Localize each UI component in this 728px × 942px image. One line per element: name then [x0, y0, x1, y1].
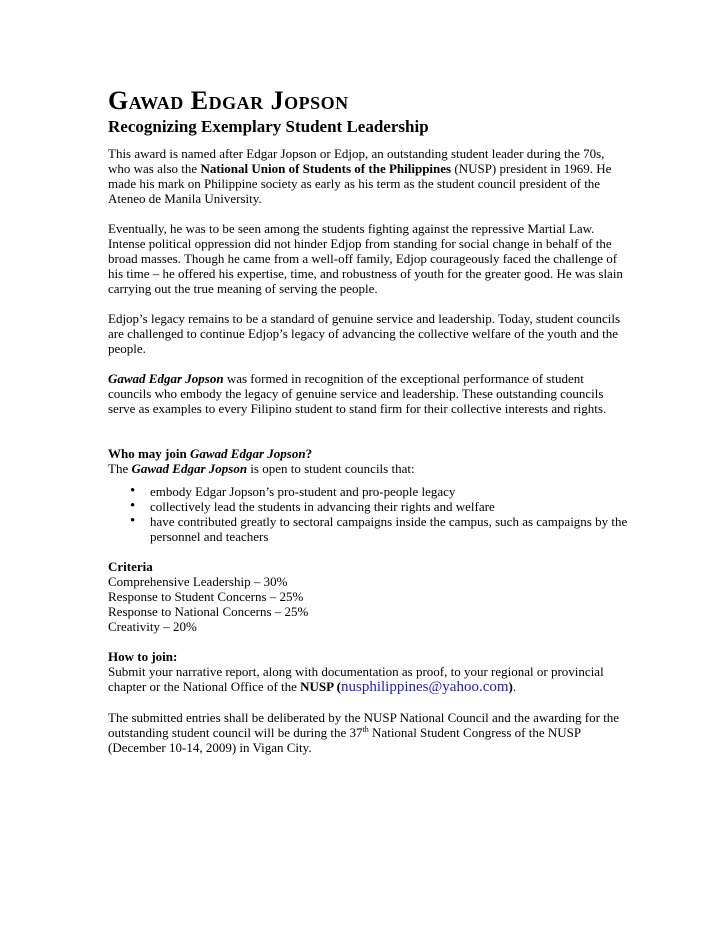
criteria-item: Response to National Concerns – 25% [108, 604, 309, 619]
criteria-item: Creativity – 20% [108, 619, 197, 634]
criteria-item: Comprehensive Leadership – 30% [108, 574, 288, 589]
criteria-item: Response to Student Concerns – 25% [108, 589, 304, 604]
criteria-section [108, 559, 628, 634]
legacy-paragraph: Edjop’s legacy remains to be a standard of genuine service and leadership. Today, student councils are challenged to continue Edjop’s legacy of advancing the collective welfare of the youth and the people. [108, 311, 621, 356]
who-may-join-heading: Who may join Gawad Edgar Jopson? [108, 446, 313, 461]
document-subtitle: Recognizing Exemplary Student Leadership [108, 117, 429, 136]
how-to-join-heading: How to join: [108, 649, 178, 664]
email-link[interactable]: nusphilippines@yahoo.com [340, 679, 509, 695]
who-may-join-section [108, 446, 628, 544]
intro-text-1: This award is named after Edgar Jopson or Edjop, an outstanding student leader during the 70s, who was also the [108, 146, 605, 176]
who-may-join-lead: The Gawad Edgar Jopson is open to student councils that: [108, 461, 415, 476]
list-item: • embody Edgar Jopson’s pro-student and pro-people legacy [150, 484, 628, 499]
how-to-join-section [108, 649, 628, 695]
document-title: Gawad Edgar Jopson [108, 86, 349, 115]
list-item: • have contributed greatly to sectoral campaigns inside the campus, such as campaigns by the personnel and teachers [150, 514, 628, 544]
deliberation-paragraph: The submitted entries shall be deliberated by the NUSP National Council and the awarding for the outstanding student council will be during the 37th National Student Congress of the NUSP (December 10-14, 2009) in Vigan City. [108, 710, 620, 755]
award-purpose-paragraph [108, 371, 628, 416]
criteria-heading: Criteria [108, 559, 153, 574]
award-purpose-text: was formed in recognition of the exceptional performance of student councils who embody the legacy of genuine service and leadership. These outstanding councils serve as examples to every Filipino student to stand firm for their collective interests and rights. [108, 371, 607, 416]
how-to-join-text: Submit your narrative report, along with documentation as proof, to your regional or provincial chapter or the National Office of the NUSP (nusphilippines@yahoo.com). [108, 664, 604, 695]
nusp-full-name: National Union of Students of the Philippines [200, 161, 452, 176]
award-name: Gawad Edgar Jopson [108, 371, 224, 386]
eligibility-list [108, 484, 628, 544]
intro-paragraph [108, 146, 628, 206]
intro-text-2: (NUSP) president in 1969. He made his mark on Philippine society as early as his term as the student council president of the Ateneo de Manila University. [108, 161, 612, 206]
document-content [108, 86, 628, 770]
martial-law-paragraph: Eventually, he was to be seen among the students fighting against the repressive Martial Law. Intense political oppression did not hinder Edjop from standing for social change in behalf of the broad masses. Though he came from a well-off family, Edjop courageously faced the challenge of his time – he offered his expertise, time, and robustness of youth for the greater good. He was slain carrying out the true meaning of serving the people. [108, 221, 623, 296]
ordinal-suffix: th [362, 725, 369, 734]
list-item: • collectively lead the students in advancing their rights and welfare [150, 499, 628, 514]
